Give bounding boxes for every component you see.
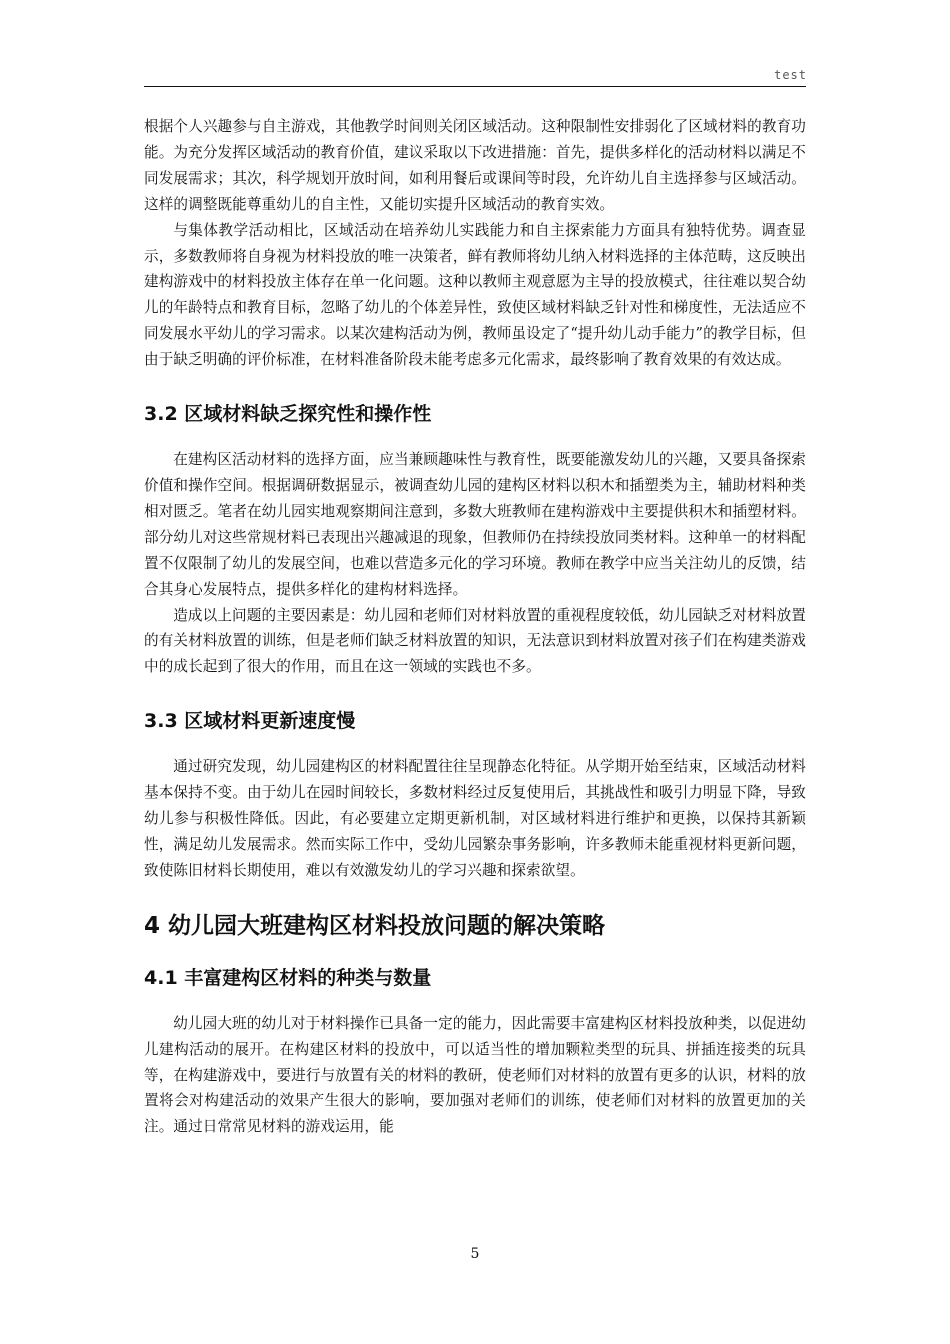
paragraph-update-speed: 通过研究发现，幼儿园建构区的材料配置往往呈现静态化特征。从学期开始至结束，区域活动材料基本保持不变。由于幼儿在园时间较长，多数材料经过反复使用后，其挑战性和吸引力明显下降，导致幼儿参与积极性降低。因此，有必要建立定期更新机制，对区域材料进行维护和更换，以保持其新颖性，满足幼儿发展需求。然而实际工作中，受幼儿园繁杂事务影响，许多教师未能重视材料更新问题，致使陈旧材料长期使用，难以有效激发幼儿的学习兴趣和探索欲望。 <box>144 758 806 879</box>
page-body <box>144 114 806 1140</box>
paragraph-enrich-materials: 幼儿园大班的幼儿对于材料操作已具备一定的能力，因此需要丰富建构区材料投放种类，以促进幼儿建构活动的展开。在构建区材料的投放中，可以适当性的增加颗粒类型的玩具、拼插连接类的玩具等，在构建游戏中，要进行与放置有关的材料的教研，使老师们对材料的放置有更多的认识，材料的放置将会对构建活动的效果产生很大的影响，要加强对老师们的训练，使老师们对材料的放置更加的关注。通过日常常见材料的游戏运用，能 <box>144 1014 806 1136</box>
page-number: 5 <box>470 1246 480 1262</box>
section-4-1-heading: 4.1 丰富建构区材料的种类与数量 <box>144 966 432 989</box>
running-header: test <box>774 68 807 82</box>
paragraph-teacher-decision: 与集体教学活动相比，区域活动在培养幼儿实践能力和自主探索能力方面具有独特优势。调查显示，多数教师将自身视为材料投放的唯一决策者，鲜有教师将幼儿纳入材料选择的主体范畴，这反映出建构游戏中的材料投放主体存在单一化问题。这种以教师主观意愿为主导的投放模式，往往难以契合幼儿的年龄特点和教育目标，忽略了幼儿的个体差异性，致使区域材料缺乏针对性和梯度性，无法适应不同发展水平幼儿的学习需求。以某次建构活动为例，教师虽设定了“提升幼儿动手能力”的教学目标，但由于缺乏明确的评价标准，在材料准备阶段未能考虑多元化需求，最终影响了教育效果的有效达成。 <box>144 221 806 369</box>
section-3-2-heading: 3.2 区域材料缺乏探究性和操作性 <box>144 403 432 426</box>
chapter-4-heading: 4 幼儿园大班建构区材料投放问题的解决策略 <box>144 912 606 939</box>
paragraph-causes: 造成以上问题的主要因素是：幼儿园和老师们对材料放置的重视程度较低，幼儿园缺乏对材料放置的有关材料放置的训练，但是老师们缺乏材料放置的知识，无法意识到材料放置对孩子们在构建类游戏中的成长起到了很大的作用，而且在这一领域的实践也不多。 <box>144 606 806 676</box>
paragraph-continuation: 根据个人兴趣参与自主游戏，其他教学时间则关闭区域活动。这种限制性安排弱化了区域材料的教育功能。为充分发挥区域活动的教育价值，建议采取以下改进措施：首先，提供多样化的活动材料以满足不同发展需求；其次，科学规划开放时间，如利用餐后或课间等时段，允许幼儿自主选择参与区域活动。这样的调整既能尊重幼儿的自主性，又能切实提升区域活动的教育实效。 <box>144 118 806 213</box>
section-3-3-heading: 3.3 区域材料更新速度慢 <box>144 710 356 733</box>
header-rule <box>144 86 806 87</box>
paragraph-material-selection: 在建构区活动材料的选择方面，应当兼顾趣味性与教育性，既要能激发幼儿的兴趣，又要具备探索价值和操作空间。根据调研数据显示，被调查幼儿园的建构区材料以积木和插塑类为主，辅助材料种类相对匮乏。笔者在幼儿园实地观察期间注意到，多数大班教师在建构游戏中主要提供积木和插塑材料。部分幼儿对这些常规材料已表现出兴趣减退的现象，但教师仍在持续投放同类材料。这种单一的材料配置不仅限制了幼儿的发展空间，也难以营造多元化的学习环境。教师在教学中应当关注幼儿的反馈，结合其身心发展特点，提供多样化的建构材料选择。 <box>144 451 806 598</box>
